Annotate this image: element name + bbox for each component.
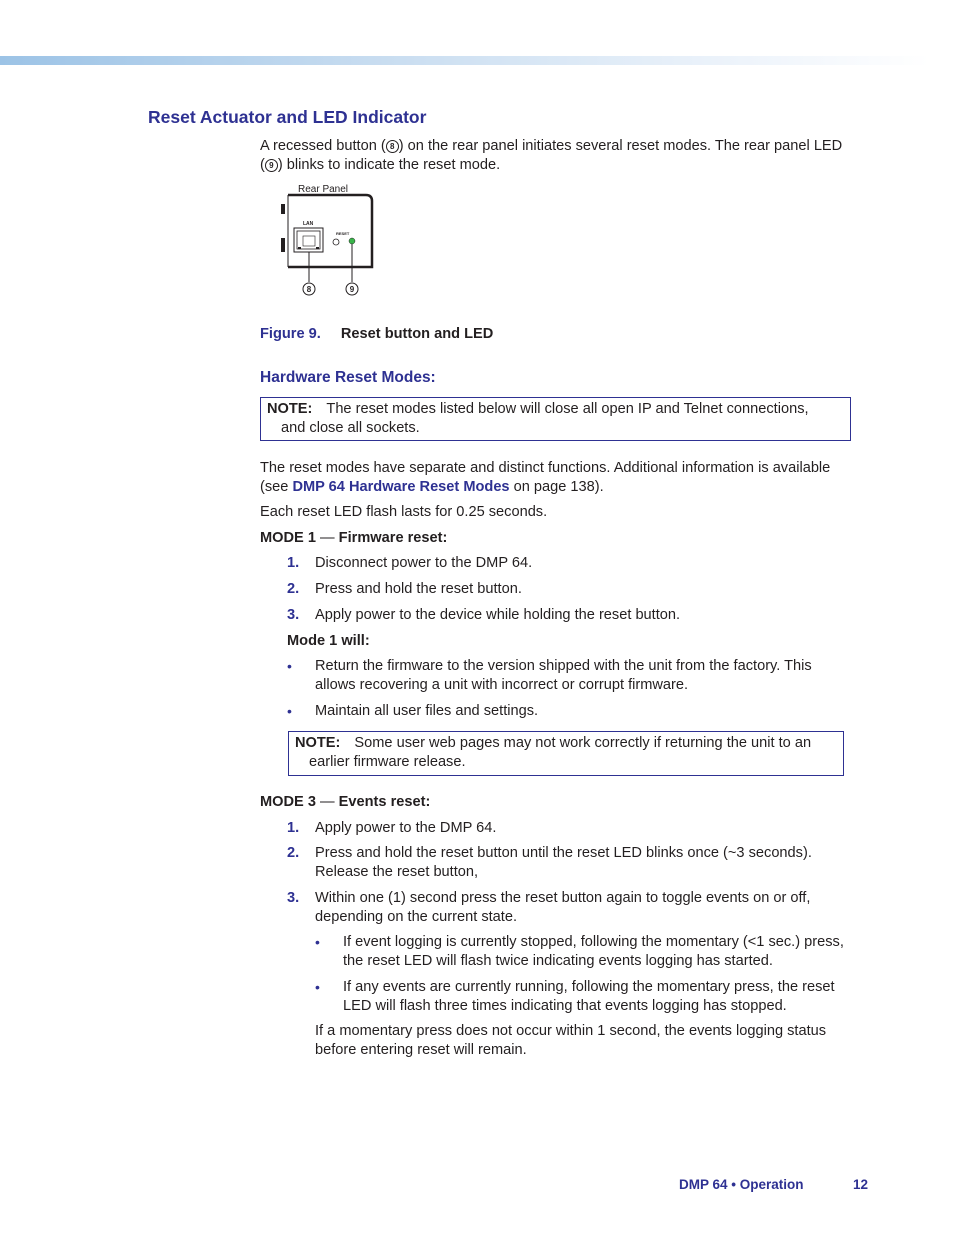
figure-caption-text: Reset button and LED	[340, 326, 494, 342]
footer-doc-title: DMP 64 • Operation	[679, 1177, 804, 1192]
mode3-sub-bullet-1: If event logging is currently stopped, following the momentary (<1 sec.) press, the reset LED will flash twice indicating events logging has started.	[343, 934, 844, 969]
rear-panel-figure	[280, 192, 380, 300]
callout-9-inline: 9	[265, 159, 278, 172]
figure-panel-label: Rear Panel	[298, 184, 349, 195]
callout-8-inline: 8	[386, 140, 399, 153]
mode3-step-3-num: 3.	[287, 890, 300, 906]
panel-edge-notch-bottom	[281, 238, 285, 252]
mode1-bullet-2-mark: •	[287, 703, 292, 719]
header-gradient-bar	[0, 56, 930, 65]
lan-port-inner	[297, 231, 320, 249]
reset-label: RESET	[336, 231, 350, 236]
mode1-step-1-num: 1.	[287, 555, 300, 571]
mode1-bullet-1: Return the firmware to the version shipped with the unit from the factory. This allows recovering a unit with incorrect or corrupt firmware.	[315, 658, 812, 693]
callout-8-text: 8	[306, 285, 312, 294]
lan-label: LAN	[303, 221, 314, 227]
para-reset-modes: The reset modes have separate and distinct functions. Additional information is available (see DMP 64 Hardware Reset Modes on page 138).	[260, 460, 831, 495]
mode3-step-2-text: Press and hold the reset button until the reset LED blinks once (~3 seconds). Release the reset button,	[315, 845, 812, 880]
mode3-step-1-num: 1.	[287, 820, 300, 836]
intro-line-2: ( 9 ) blinks to indicate the reset mode.	[260, 157, 501, 173]
mode3-step-1-text: Apply power to the DMP 64.	[315, 820, 497, 836]
mode1-step-3-num: 3.	[287, 607, 300, 623]
mode1-step-2-num: 2.	[287, 581, 300, 597]
mode3-heading: MODE 3 — Events reset:	[260, 794, 431, 810]
mode1-heading: MODE 1 — Firmware reset:	[260, 530, 448, 546]
mode3-step-2-num: 2.	[287, 845, 300, 861]
note-box-firmware: NOTE: Some user web pages may not work correctly if returning the unit to an earlier firmware release.	[288, 731, 844, 776]
lan-led-right	[316, 247, 319, 249]
lan-led-left	[298, 247, 301, 249]
mode1-step-3-text: Apply power to the device while holding the reset button.	[315, 607, 681, 623]
note-label: NOTE:	[295, 735, 341, 751]
reset-button	[333, 239, 339, 245]
panel-edge-notch-top	[281, 204, 285, 214]
callout-9-text: 9	[349, 285, 355, 294]
reset-led	[349, 238, 355, 244]
figure-caption	[260, 325, 493, 344]
mode1-bullet-1-mark: •	[287, 658, 292, 674]
mode3-sub-bullet-2: If any events are currently running, following the momentary press, the reset LED will flash three times indicating that events logging has stopped.	[343, 979, 835, 1014]
mode3-sub-bullet-2-mark: •	[315, 979, 320, 995]
mode1-will-heading: Mode 1 will:	[287, 633, 370, 649]
mode1-step-2-text: Press and hold the reset button.	[315, 581, 522, 597]
mode3-step-3-text: Within one (1) second press the reset button again to toggle events on or off, depending on the current state.	[315, 890, 811, 925]
figure-number: Figure 9.	[260, 326, 321, 342]
intro-line-1: A recessed button ( 8 ) on the rear panel initiates several reset modes. The rear panel LED	[260, 138, 843, 154]
mode1-bullet-2: Maintain all user files and settings.	[315, 703, 539, 719]
note-label: NOTE:	[267, 401, 313, 417]
section-title: Reset Actuator and LED Indicator	[148, 107, 427, 127]
hardware-reset-heading: Hardware Reset Modes:	[260, 369, 436, 386]
mode3-closing-paragraph: If a momentary press does not occur within 1 second, the events logging status before entering reset will remain.	[315, 1023, 827, 1058]
note-box-connections: NOTE: The reset modes listed below will close all open IP and Telnet connections, and close all sockets.	[260, 397, 851, 441]
mode1-step-1-text: Disconnect power to the DMP 64.	[315, 555, 533, 571]
mode3-sub-bullet-1-mark: •	[315, 934, 320, 950]
para-led-flash: Each reset LED flash lasts for 0.25 seconds.	[260, 504, 548, 520]
footer-page-number: 12	[853, 1177, 869, 1192]
hardware-reset-modes-link[interactable]: DMP 64 Hardware Reset Modes	[292, 479, 510, 495]
